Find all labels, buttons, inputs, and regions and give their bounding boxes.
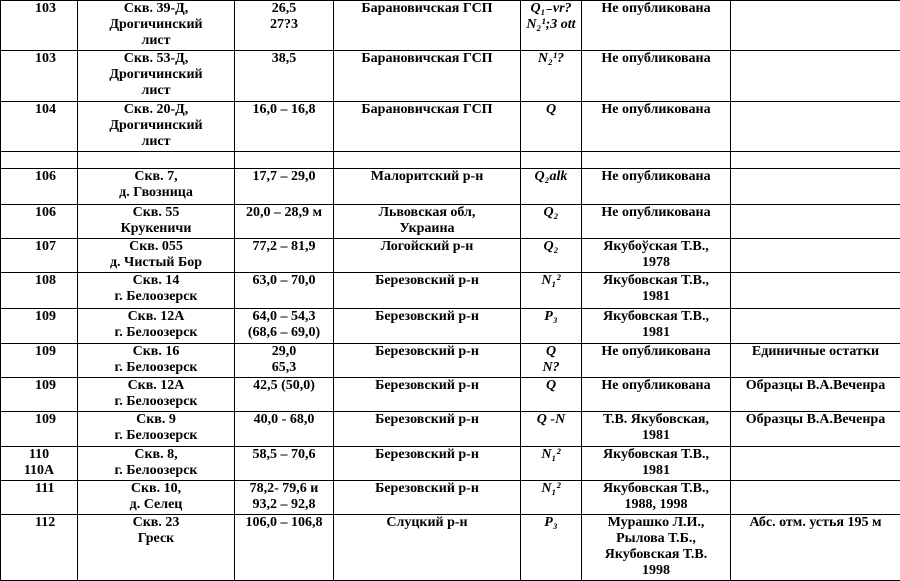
table-cell-col5: N₁² [521,446,582,480]
table-cell-col7 [731,480,900,514]
table-cell-col3: 38,5 [235,51,334,101]
table-cell-col6: Т.В. Якубовская, 1981 [582,412,731,446]
table-cell-col6: Не опубликована [582,51,731,101]
table-cell-col7: Образцы В.А.Веченра [731,412,900,446]
table-row [1,152,900,169]
table-cell-col4: Малоритский р-н [334,169,521,204]
table-cell-col6: Не опубликована [582,101,731,151]
table-cell-col2: Скв. 10, д. Селец [78,480,235,514]
table-cell-col3: 16,0 – 16,8 [235,101,334,151]
table-cell-col7: Единичные остатки [731,343,900,377]
table-cell-col2: Скв. 23 Греск [78,515,235,581]
table-row [1,101,900,151]
table-cell-col2: Скв. 20-Д, Дрогичинский лист [78,101,235,151]
table-cell-col4: Львовская обл, Украина [334,204,521,238]
table-cell-col5: Q₂ [521,238,582,272]
table-cell-col3: 64,0 – 54,3 (68,6 – 69,0) [235,308,334,343]
table-row [1,412,900,446]
table-cell-col7 [731,101,900,151]
table-cell-col4: Березовский р-н [334,273,521,308]
table-row [1,1,900,51]
table-cell-col3: 40,0 - 68,0 [235,412,334,446]
table-cell-col2: Скв. 39-Д, Дрогичинский лист [78,1,235,51]
table-cell-col5: Q₁₋vr? N₂¹;3 ott [521,1,582,51]
table-cell-col4: Логойский р-н [334,238,521,272]
table-cell-col6: Не опубликована [582,169,731,204]
table-cell-col1: 109 [1,412,78,446]
table-cell-col5: N₁² [521,273,582,308]
table-cell-col1: 106 [1,169,78,204]
table-cell-col4 [334,152,521,169]
table-cell-col4: Барановичская ГСП [334,101,521,151]
table-row [1,169,900,204]
table-cell-col5: Q [521,101,582,151]
table-cell-col3 [235,152,334,169]
table-cell-col2 [78,152,235,169]
table-cell-col4: Березовский р-н [334,308,521,343]
table-cell-col1: 109 [1,308,78,343]
table-cell-col6: Мурашко Л.И., Рылова Т.Б., Якубовская Т.В. 1998 [582,515,731,581]
table-cell-col3: 42,5 (50,0) [235,378,334,412]
table-cell-col6: Якубовская Т.В., 1988, 1998 [582,480,731,514]
table-cell-col1: 108 [1,273,78,308]
table-cell-col5: P₃ [521,515,582,581]
table-cell-col6: Якубоўская Т.В., 1978 [582,238,731,272]
table-cell-col5: Q₂alk [521,169,582,204]
table-cell-col3: 106,0 – 106,8 [235,515,334,581]
table-cell-col2: Скв. 7, д. Гвозница [78,169,235,204]
table-cell-col1: 112 [1,515,78,581]
table-cell-col3: 58,5 – 70,6 [235,446,334,480]
table-cell-col3: 29,0 65,3 [235,343,334,377]
table-cell-col1: 104 [1,101,78,151]
table-cell-col7 [731,1,900,51]
table-row [1,308,900,343]
table-cell-col5: N₂¹? [521,51,582,101]
table-cell-col2: Скв. 12А г. Белоозерск [78,378,235,412]
table-row [1,480,900,514]
table-cell-col2: Скв. 53-Д, Дрогичинский лист [78,51,235,101]
table-cell-col6: Не опубликована [582,204,731,238]
table-cell-col2: Скв. 055 д. Чистый Бор [78,238,235,272]
table-cell-col1 [1,152,78,169]
table-cell-col3: 77,2 – 81,9 [235,238,334,272]
table-cell-col4: Березовский р-н [334,378,521,412]
table-cell-col4: Березовский р-н [334,446,521,480]
table-cell-col2: Скв. 9 г. Белоозерск [78,412,235,446]
table-cell-col3: 78,2- 79,6 и 93,2 – 92,8 [235,480,334,514]
table-cell-col7 [731,308,900,343]
table-row [1,51,900,101]
table-cell-col2: Скв. 14 г. Белоозерск [78,273,235,308]
table-cell-col7: Образцы В.А.Веченра [731,378,900,412]
table-cell-col6: Не опубликована [582,343,731,377]
table-cell-col7: Абс. отм. устья 195 м [731,515,900,581]
table-cell-col1: 103 [1,1,78,51]
table-cell-col7 [731,152,900,169]
table-cell-col4: Барановичская ГСП [334,1,521,51]
table-cell-col3: 63,0 – 70,0 [235,273,334,308]
table-cell-col5: Q₂ [521,204,582,238]
table-cell-col5: Q N? [521,343,582,377]
table-row [1,446,900,480]
table-cell-col1: 111 [1,480,78,514]
table-cell-col4: Березовский р-н [334,480,521,514]
table-cell-col2: Скв. 12А г. Белоозерск [78,308,235,343]
table-cell-col5: Q -N [521,412,582,446]
table-cell-col5: P₃ [521,308,582,343]
table-cell-col2: Скв. 8, г. Белоозерск [78,446,235,480]
table-cell-col7 [731,204,900,238]
table-cell-col2: Скв. 55 Крукеничи [78,204,235,238]
table-cell-col4: Барановичская ГСП [334,51,521,101]
table-cell-col1: 109 [1,378,78,412]
table-cell-col7 [731,169,900,204]
table-cell-col7 [731,273,900,308]
table-cell-col6: Не опубликована [582,378,731,412]
table-cell-col7 [731,238,900,272]
table-row [1,515,900,581]
table-row [1,378,900,412]
table-cell-col1: 110 110А [1,446,78,480]
table-cell-col5 [521,152,582,169]
table-cell-col4: Березовский р-н [334,343,521,377]
table-cell-col1: 103 [1,51,78,101]
table-cell-col7 [731,51,900,101]
table-cell-col6: Не опубликована [582,1,731,51]
table-body [1,1,900,581]
table-row [1,273,900,308]
table-cell-col1: 107 [1,238,78,272]
table-cell-col3: 26,5 27?3 [235,1,334,51]
table-cell-col7 [731,446,900,480]
table-cell-col3: 17,7 – 29,0 [235,169,334,204]
table-row [1,204,900,238]
table-cell-col6 [582,152,731,169]
table-cell-col6: Якубовская Т.В., 1981 [582,273,731,308]
table-row [1,343,900,377]
table-cell-col1: 106 [1,204,78,238]
table-row [1,238,900,272]
table-cell-col4: Березовский р-н [334,412,521,446]
table-cell-col4: Слуцкий р-н [334,515,521,581]
table-cell-col5: Q [521,378,582,412]
table-cell-col6: Якубовская Т.В., 1981 [582,446,731,480]
table-cell-col3: 20,0 – 28,9 м [235,204,334,238]
table-cell-col2: Скв. 16 г. Белоозерск [78,343,235,377]
table-cell-col6: Якубовская Т.В., 1981 [582,308,731,343]
table-cell-col1: 109 [1,343,78,377]
table-cell-col5: N₁² [521,480,582,514]
